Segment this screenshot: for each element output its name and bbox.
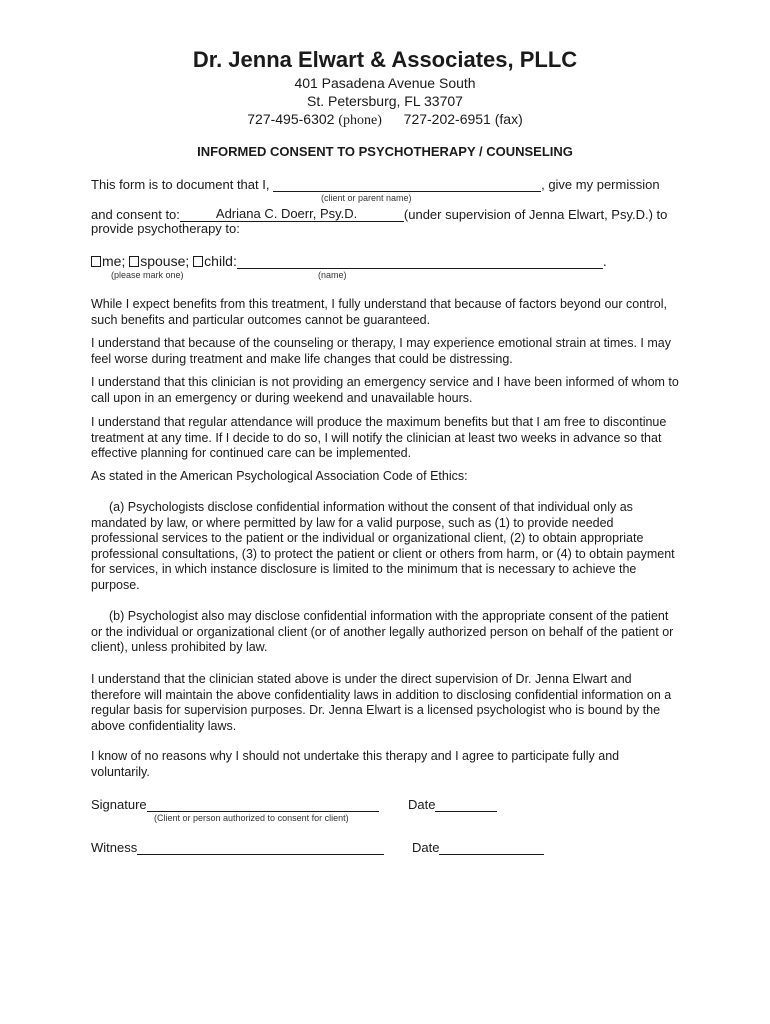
signature-line <box>91 797 379 812</box>
fax-number: 727-202-6951 (fax) <box>403 111 523 127</box>
spouse-option-label: spouse; <box>140 253 190 269</box>
witness-label: Witness <box>91 840 138 855</box>
phone-label: (phone) <box>338 113 382 128</box>
signature-label: Signature <box>91 797 147 812</box>
form-title: INFORMED CONSENT TO PSYCHOTHERAPY / COUNSELING <box>197 144 573 159</box>
client-name-field[interactable] <box>273 178 541 192</box>
paragraph-agreement: I know of no reasons why I should not undertake this therapy and I agree to participate fully and voluntarily. <box>91 749 620 779</box>
witness-date-label: Date <box>412 840 440 855</box>
paragraph-emotional-strain: I understand that because of the counseling or therapy, I may experience emotional strain at times. I may feel worse during treatment and make life changes that could be distressing. <box>91 336 671 366</box>
client-name-hint: (client or parent name) <box>321 193 412 203</box>
address-line-2: St. Petersburg, FL 33707 <box>307 93 463 109</box>
me-checkbox[interactable] <box>91 256 101 267</box>
consent-to-line <box>91 206 667 222</box>
witness-date-field[interactable] <box>439 841 544 855</box>
child-name-field[interactable] <box>237 254 603 269</box>
paragraph-supervision: I understand that the clinician stated above is under the direct supervision of Dr. Jenna Elwart and therefore will maintain the above confidentiality laws in addition to disclosing confidential information on a regular basis for supervision purposes. Dr. Jenna Elwart is a licensed psychologist who is bound by the above confidentiality laws. <box>91 672 672 733</box>
recipient-selection-line <box>91 253 607 269</box>
signature-field[interactable] <box>147 798 379 812</box>
consent-intro-line <box>91 177 660 192</box>
paragraph-disclosure-a: (a) Psychologists disclose confidential information without the consent of that individual only as mandated by law, or where permitted by law for a valid purpose, such as (1) to provide needed professional services to the patient or the individual or organizational client, (2) to obtain appropriate professional consultations, (3) to protect the patient or client or others from harm, or (4) to obtain payment for services, in which instance disclosure is limited to the minimum that is necessary to achieve the purpose. <box>91 500 675 592</box>
witness-date-line <box>412 840 544 855</box>
consent-to-label: and consent to: <box>91 207 180 222</box>
practice-title: Dr. Jenna Elwart & Associates, PLLC <box>192 47 578 72</box>
paragraph-apa-code: As stated in the American Psychological Association Code of Ethics: <box>91 469 468 483</box>
mark-one-hint: (please mark one) <box>111 270 184 280</box>
signature-hint: (Client or person authorized to consent for client) <box>154 813 349 823</box>
child-option-label: child: <box>204 253 237 269</box>
contact-line <box>0 111 770 129</box>
supervision-note: (under supervision of Jenna Elwart, Psy.D.) to <box>403 207 668 222</box>
provide-psychotherapy-line: provide psychotherapy to: <box>91 221 240 236</box>
name-hint: (name) <box>318 270 347 280</box>
signature-date-field[interactable] <box>435 798 497 812</box>
signature-date-label: Date <box>408 797 436 812</box>
me-option-label: me; <box>102 253 126 269</box>
spouse-checkbox[interactable] <box>129 256 139 267</box>
signature-date-line <box>408 797 497 812</box>
paragraph-attendance: I understand that regular attendance will produce the maximum benefits but that I am free to discontinue treatment at any time. If I decide to do so, I will notify the clinician at least two weeks in advance so that effective planning for continued care can be implemented. <box>91 415 667 460</box>
witness-field[interactable] <box>137 841 384 855</box>
child-checkbox[interactable] <box>193 256 203 267</box>
consent-intro-prefix: This form is to document that I, <box>91 177 270 192</box>
witness-line <box>91 840 384 855</box>
paragraph-disclosure-b: (b) Psychologist also may disclose confidential information with the appropriate consent of the patient or the individual or organizational client (or of another legally authorized person on behalf of the patient or client), unless prohibited by law. <box>91 609 674 654</box>
phone-number: 727-495-6302 <box>247 111 335 127</box>
clinician-name-field[interactable]: Adriana C. Doerr, Psy.D. <box>180 206 404 222</box>
line-period: . <box>602 253 607 269</box>
consent-intro-suffix: , give my permission <box>541 177 660 192</box>
paragraph-benefits: While I expect benefits from this treatment, I fully understand that because of factors beyond our control, such benefits and particular outcomes cannot be guaranteed. <box>91 297 667 327</box>
paragraph-emergency: I understand that this clinician is not providing an emergency service and I have been informed of whom to call upon in an emergency or during weekend and unavailable hours. <box>91 375 679 405</box>
address-line-1: 401 Pasadena Avenue South <box>294 75 476 91</box>
